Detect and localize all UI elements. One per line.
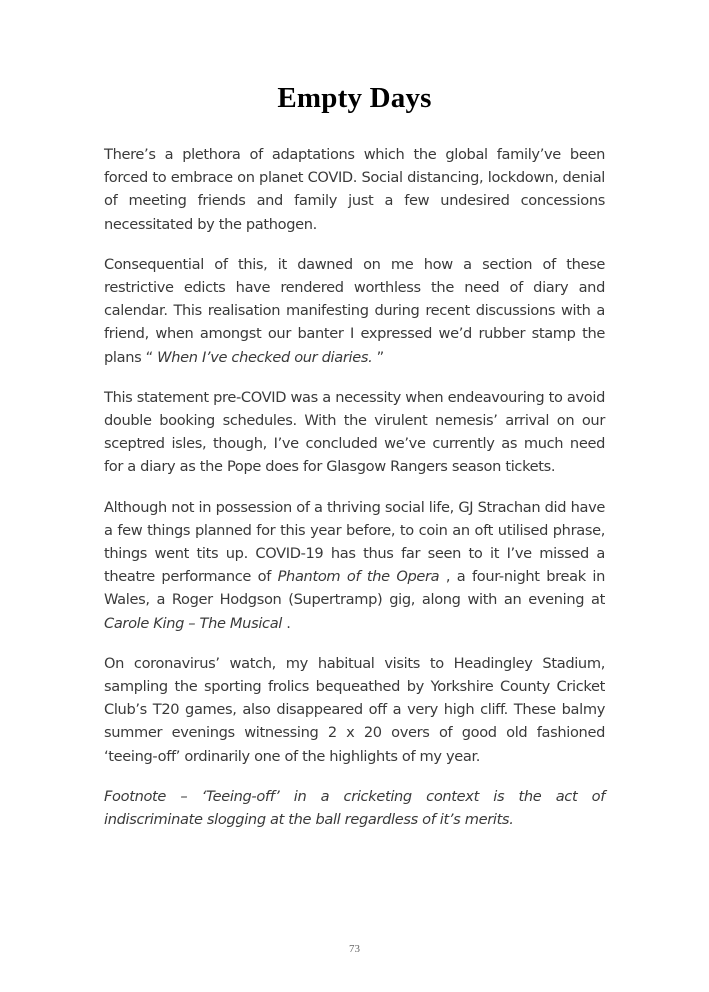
quote-close: ” <box>372 348 384 366</box>
paragraph-4-text-c: . <box>282 614 291 632</box>
paragraph-4-text-a: Although not in possession of a thriving social life, GJ Strachan did have a few things planned for this year before, to coin an oft utilised phrase, things went tits up. COVID-19 has thus far seen to it I’ve missed a theatre performance of <box>104 498 605 586</box>
show-title-carole-king: Carole King – The Musical <box>104 614 282 632</box>
paragraph-5: On coronavirus’ watch, my habitual visits to Headingley Stadium, sampling the sporting frolics bequeathed by Yorkshire County Cricket Club’s T20 games, also disappeared off a very high cliff. These balmy summer evenings witnessing 2 x 20 overs of good old fashioned ‘teeing-off’ ordinarily one of the highlights of my year. <box>104 654 605 765</box>
page-number: 73 <box>349 943 360 955</box>
chapter-title: Empty Days <box>277 82 432 114</box>
paragraph-2-text: Consequential of this, it dawned on me how a section of these restrictive edicts have rendered worthless the need of diary and calendar. This realisation manifesting during recent discussions with a friend, when amongst our banter I expressed we’d rubber stamp the plans “ <box>104 255 605 366</box>
paragraph-4 <box>104 496 605 635</box>
chapter-body <box>104 143 605 848</box>
footnote: Footnote – ‘Teeing-off’ in a cricketing context is the act of indiscriminate slogging at the ball regardless of it’s merits. <box>104 787 605 829</box>
paragraph-3: This statement pre-COVID was a necessity when endeavouring to avoid double booking schedules. With the virulent nemesis’ arrival on our sceptred isles, though, I’ve concluded we’ve currently as much need for a diary as the Pope does for Glasgow Rangers season tickets. <box>104 388 605 476</box>
paragraph-4-text-b: , a four-night break in Wales, a Roger Hodgson (Supertramp) gig, along with an evening at <box>104 568 606 609</box>
paragraph-1: There’s a plethora of adaptations which the global family’ve been forced to embrace on planet COVID. Social distancing, lockdown, denial of meeting friends and family just a few undesired concessions necessitated by the pathogen. <box>104 146 605 233</box>
show-title-phantom: Phantom of the Opera <box>277 568 440 586</box>
paragraph-2 <box>104 253 605 369</box>
diary-quote: When I’ve checked our diaries. <box>157 348 373 366</box>
